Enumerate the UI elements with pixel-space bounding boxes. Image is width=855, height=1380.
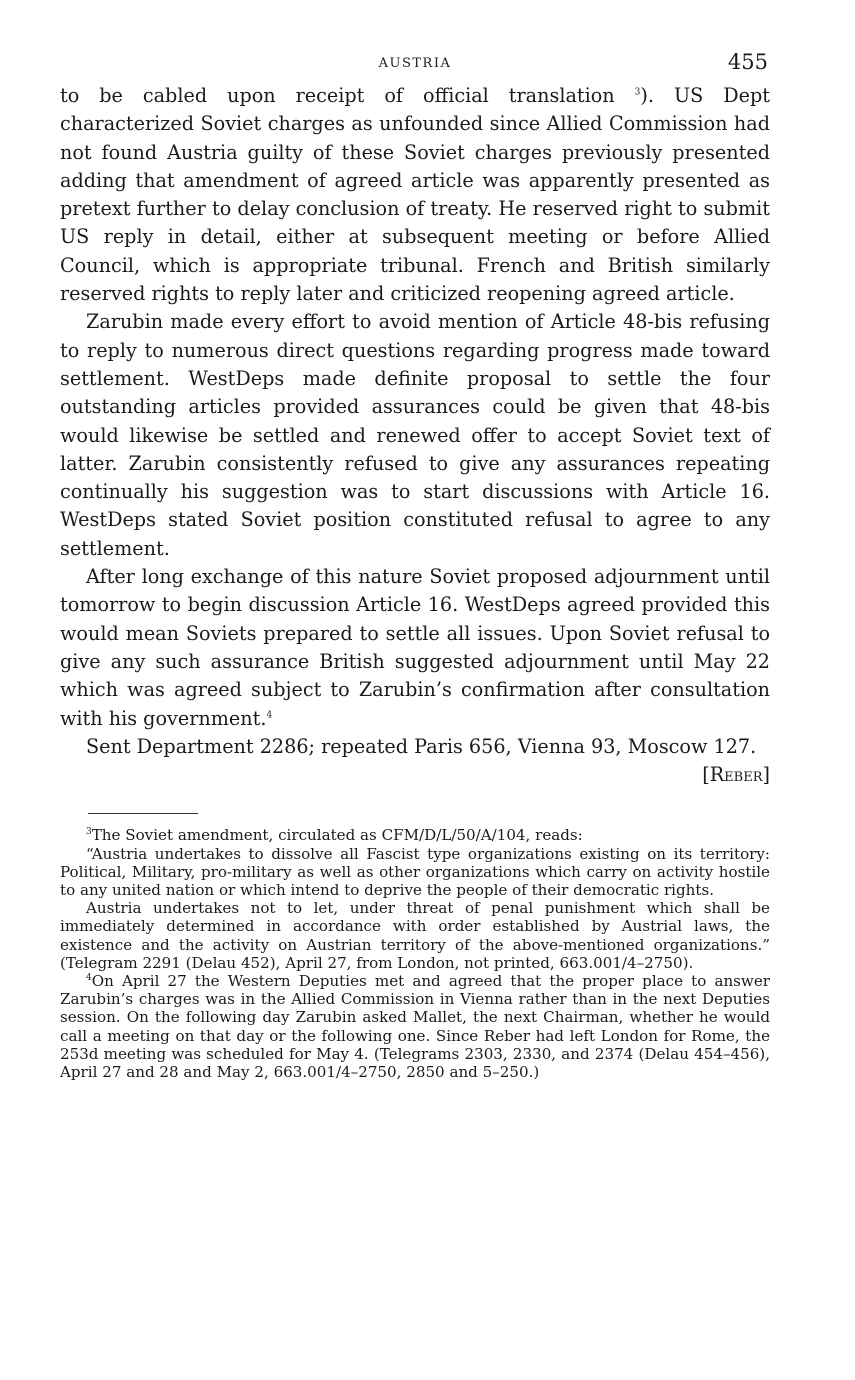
document-page: [60, 48, 770, 1081]
footnote-divider: [88, 813, 198, 814]
paragraph-2: Zarubin made every effort to avoid mention of Article 48-bis refusing to reply to numerous direct questions regarding progress made toward settlement. WestDeps made definite proposal to settle the four outstanding articles provided assurances could be given that 48-bis would likewise be settled and renewed offer to accept Soviet text of latter. Zarubin consistently refused to give any assurances repeating continually his suggestion was to start discussions with Article 16. WestDeps stated Soviet position constituted refusal to agree to any settlement.: [60, 310, 770, 560]
footnote-3: $^3$The Soviet amendment, circulated as CFM/D/L/50/A/104, reads:: [86, 826, 583, 845]
footnote-3-quote-1: “Austria undertakes to dissolve all Fascist type organizations existing on its territory: Political, Military, pro-military as well as other organizations which carry on activity hostile to any united nation or which intend to deprive the people of their democratic rights.: [60, 844, 770, 900]
running-title: AUSTRIA: [378, 56, 452, 71]
footnote-marker-4: 4: [86, 973, 92, 984]
body-text: [60, 82, 770, 789]
footnote-marker-3: 3: [86, 827, 92, 838]
page-number: 455: [727, 50, 768, 74]
paragraph-3: After long exchange of this nature Soviet proposed adjournment until tomorrow to begin discussion Article 16. WestDeps agreed provided this would mean Soviets prepared to settle all issues. Upon Soviet refusal to give any such assurance British suggested adjournment until May 22 which was agreed subject to Zarubin’s confirmation after consultation with his government.$^4$: [60, 565, 770, 730]
footnote-3-quote-2: Austria undertakes not to let, under threat of penal punishment which shall be immediately determined in accordance with order established by Austrial laws, the existence and the activity on Austrian territory of the above-mentioned organizations.” (Telegram 2291 (Delau 452), April 27, from London, not printed, 663.001/4–2750).: [60, 899, 770, 972]
signature: [Reber]: [702, 763, 770, 787]
footnote-4: $^4$On April 27 the Western Deputies met and agreed that the proper place to answer Zarubin’s charges was in the Allied Commission in Vienna rather than in the next Deputies session. On the following day Zarubin asked Mallet, the next Chairman, whether he would call a meeting on that day or the following one. Since Reber had left London for Rome, the 253d meeting was scheduled for May 4. (Telegrams 2303, 2330, and 2374 (Delau 454–456), April 27 and 28 and May 2, 663.001/4–2750, 2850 and 5–250.): [60, 972, 770, 1082]
paragraph-1: to be cabled upon receipt of official translation $^3$). US Dept characterized Soviet charges as unfounded since Allied Commission had not found Austria guilty of these Soviet charges previously presented adding that amendment of agreed article was apparently presented as pretext further to delay conclusion of treaty. He reserved right to submit US reply in detail, either at subsequent meeting or before Allied Council, which is appropriate tribunal. French and British similarly reserved rights to reply later and criticized reopening agreed article.: [60, 84, 770, 306]
footnotes: [60, 826, 770, 1081]
running-header: [60, 48, 770, 82]
footnote-ref-3[interactable]: 3: [634, 87, 641, 98]
paragraph-4: Sent Department 2286; repeated Paris 656, Vienna 93, Moscow 127.: [86, 734, 757, 758]
footnote-ref-4[interactable]: 4: [266, 710, 273, 721]
